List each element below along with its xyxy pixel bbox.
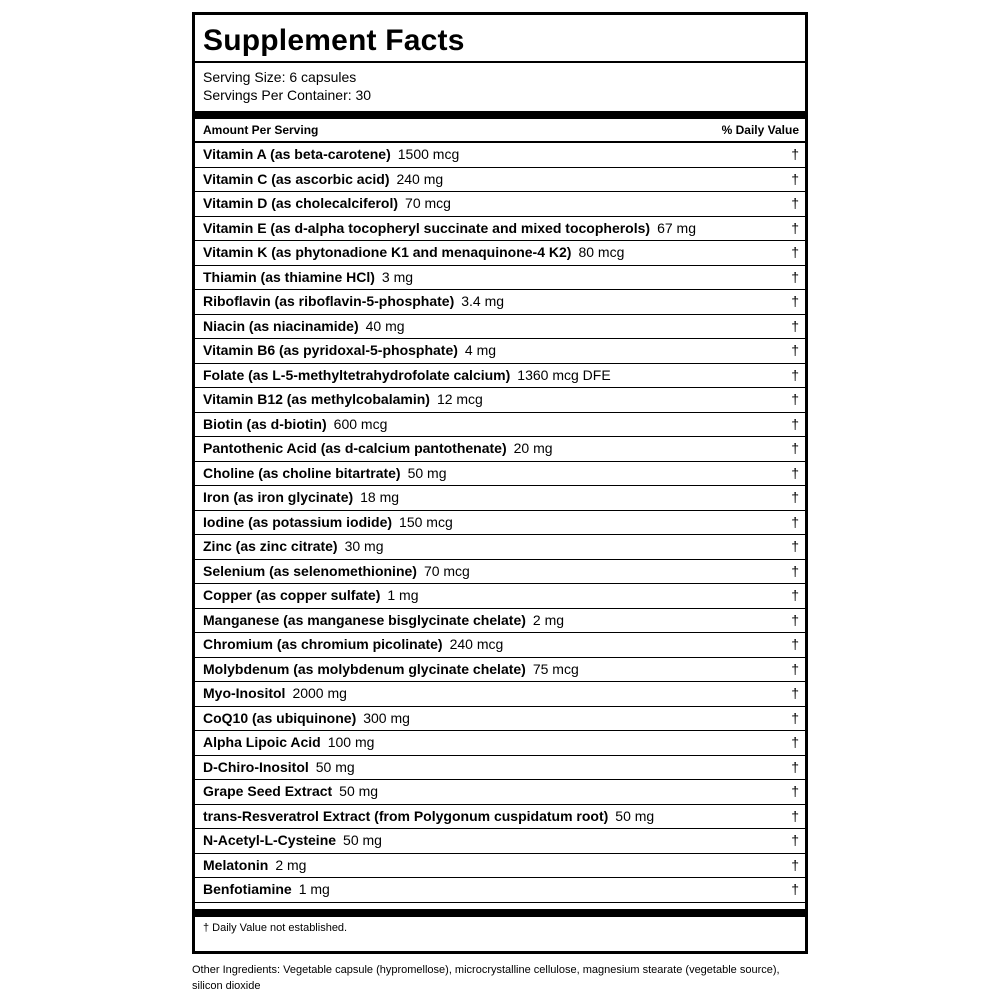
nutrient-amount: 1500 mcg <box>397 146 460 162</box>
nutrient-name: Manganese (as manganese bisglycinate chelate) <box>203 611 526 628</box>
nutrient-name: Melatonin <box>203 856 269 873</box>
serving-info <box>195 63 805 111</box>
nutrient-amount: 3.4 mg <box>461 293 505 309</box>
nutrient-cell <box>203 682 347 706</box>
nutrient-amount: 18 mg <box>360 489 400 505</box>
nutrient-cell <box>203 707 410 731</box>
table-row <box>195 658 805 683</box>
nutrient-name: D-Chiro-Inositol <box>203 758 309 775</box>
nutrient-cell <box>203 266 413 290</box>
daily-value: † <box>791 832 799 848</box>
nutrient-cell <box>203 658 579 682</box>
daily-value: † <box>791 660 799 677</box>
nutrient-name: Vitamin B12 (as methylcobalamin) <box>203 391 430 407</box>
daily-value: † <box>791 709 799 726</box>
daily-value: † <box>791 611 799 628</box>
nutrient-amount: 1 mg <box>298 881 330 897</box>
table-row <box>195 878 805 903</box>
table-row <box>195 609 805 634</box>
nutrient-amount: 3 mg <box>381 268 414 285</box>
nutrient-name: Riboflavin (as riboflavin-5-phosphate) <box>203 293 455 309</box>
nutrient-cell <box>203 364 611 388</box>
daily-value: † <box>791 783 799 799</box>
table-row <box>195 780 805 805</box>
nutrient-amount: 2 mg <box>532 611 565 628</box>
daily-value: † <box>791 464 799 481</box>
nutrient-name: Myo-Inositol <box>203 685 286 701</box>
table-row <box>195 217 805 242</box>
daily-value: † <box>791 146 799 162</box>
nutrient-amount: 12 mcg <box>436 391 483 407</box>
table-row <box>195 560 805 585</box>
nutrient-name: Vitamin D (as cholecalciferol) <box>203 195 399 211</box>
nutrient-name: Alpha Lipoic Acid <box>203 734 321 750</box>
table-row <box>195 633 805 658</box>
nutrient-amount: 300 mg <box>363 709 410 726</box>
nutrient-name: Zinc (as zinc citrate) <box>203 538 338 554</box>
daily-value: † <box>791 538 799 554</box>
nutrient-cell <box>203 535 384 559</box>
daily-value: † <box>791 489 799 505</box>
nutrient-name: Selenium (as selenomethionine) <box>203 562 417 579</box>
nutrient-cell <box>203 339 496 363</box>
nutrient-name: Molybdenum (as molybdenum glycinate chelate) <box>203 660 526 677</box>
daily-value: † <box>791 268 799 285</box>
daily-value: † <box>791 685 799 701</box>
table-row <box>195 854 805 879</box>
daily-value: † <box>791 636 799 652</box>
nutrient-name: Grape Seed Extract <box>203 783 333 799</box>
table-row <box>195 462 805 487</box>
nutrient-cell <box>203 780 378 804</box>
nutrient-name: Choline (as choline bitartrate) <box>203 464 401 481</box>
nutrient-name: Benfotiamine <box>203 881 292 897</box>
nutrient-amount: 30 mg <box>344 538 384 554</box>
nutrient-name: Vitamin E (as d-alpha tocopheryl succinate and mixed tocopherols) <box>203 219 651 236</box>
nutrient-cell <box>203 241 624 265</box>
nutrient-cell <box>203 388 483 412</box>
table-row <box>195 486 805 511</box>
table-row <box>195 437 805 462</box>
nutrient-cell <box>203 192 451 216</box>
nutrient-name: Vitamin K (as phytonadione K1 and menaquinone-4 K2) <box>203 244 572 260</box>
table-row <box>195 168 805 193</box>
nutrient-amount: 75 mcg <box>532 660 579 677</box>
table-row <box>195 192 805 217</box>
thick-divider <box>195 111 805 119</box>
daily-value: † <box>791 317 799 334</box>
nutrient-cell <box>203 290 504 314</box>
nutrient-cell <box>203 878 330 902</box>
serving-size: Serving Size: 6 capsules <box>203 69 357 85</box>
nutrient-cell <box>203 560 470 584</box>
amount-per-serving-label: Amount Per Serving <box>203 123 319 137</box>
table-row <box>195 290 805 315</box>
nutrient-cell <box>203 511 453 535</box>
nutrient-name: CoQ10 (as ubiquinone) <box>203 709 357 726</box>
table-row <box>195 388 805 413</box>
nutrient-amount: 600 mcg <box>333 415 388 432</box>
daily-value: † <box>791 440 799 456</box>
nutrient-amount: 240 mcg <box>449 636 504 652</box>
daily-value: † <box>791 562 799 579</box>
nutrient-name: Pantothenic Acid (as d-calcium pantothenate) <box>203 440 507 456</box>
table-row <box>195 805 805 830</box>
nutrient-amount: 2 mg <box>275 856 307 873</box>
daily-value: † <box>791 758 799 775</box>
nutrient-name: Folate (as L-5-methyltetrahydrofolate calcium) <box>203 366 511 383</box>
daily-value: † <box>791 170 799 187</box>
table-row <box>195 731 805 756</box>
nutrient-name: Iodine (as potassium iodide) <box>203 513 393 530</box>
daily-value: † <box>791 415 799 432</box>
nutrient-name: Vitamin A (as beta-carotene) <box>203 146 391 162</box>
daily-value: † <box>791 856 799 873</box>
nutrient-cell <box>203 486 399 510</box>
nutrient-cell <box>203 731 374 755</box>
nutrient-name: N-Acetyl-L-Cysteine <box>203 832 337 848</box>
nutrient-amount: 1360 mcg DFE <box>517 366 611 383</box>
nutrient-name: Chromium (as chromium picolinate) <box>203 636 443 652</box>
nutrient-name: Niacin (as niacinamide) <box>203 317 359 334</box>
nutrient-cell <box>203 854 306 878</box>
nutrient-cell <box>203 462 447 486</box>
column-header <box>195 119 805 143</box>
other-ingredients: Other Ingredients: Vegetable capsule (hypromellose), microcrystalline cellulose, magnesium stearate (vegetable source), silicon dioxide <box>192 964 780 992</box>
table-row <box>195 339 805 364</box>
nutrient-cell <box>203 609 564 633</box>
nutrient-amount: 70 mcg <box>405 195 451 211</box>
nutrient-amount: 1 mg <box>387 587 419 603</box>
nutrient-cell <box>203 315 405 339</box>
daily-value: † <box>791 293 799 309</box>
table-row <box>195 535 805 560</box>
daily-value: † <box>791 734 799 750</box>
daily-value: † <box>791 244 799 260</box>
panel-title: Supplement Facts <box>195 15 805 63</box>
table-row <box>195 584 805 609</box>
table-row <box>195 315 805 340</box>
nutrient-amount: 70 mcg <box>423 562 470 579</box>
thick-divider-bottom <box>195 909 805 917</box>
nutrient-amount: 40 mg <box>365 317 405 334</box>
nutrient-amount: 50 mg <box>615 807 655 824</box>
nutrient-cell <box>203 217 696 241</box>
daily-value-label: % Daily Value <box>721 123 799 137</box>
table-row <box>195 682 805 707</box>
table-row <box>195 413 805 438</box>
daily-value: † <box>791 342 799 358</box>
table-row <box>195 511 805 536</box>
nutrient-amount: 240 mg <box>396 170 444 187</box>
servings-per-container: Servings Per Container: 30 <box>203 87 372 103</box>
daily-value: † <box>791 195 799 211</box>
table-row <box>195 143 805 168</box>
nutrient-name: Thiamin (as thiamine HCl) <box>203 268 375 285</box>
nutrient-cell <box>203 633 503 657</box>
nutrient-cell <box>203 829 382 853</box>
table-row <box>195 241 805 266</box>
nutrient-cell <box>203 437 553 461</box>
nutrient-amount: 150 mcg <box>399 513 453 530</box>
nutrient-name: Iron (as iron glycinate) <box>203 489 354 505</box>
daily-value: † <box>791 587 799 603</box>
nutrient-amount: 67 mg <box>657 219 696 236</box>
table-row <box>195 756 805 781</box>
nutrient-name: Biotin (as d-biotin) <box>203 415 327 432</box>
nutrient-cell <box>203 168 443 192</box>
nutrient-cell <box>203 584 419 608</box>
nutrient-cell <box>203 805 654 829</box>
nutrient-amount: 80 mcg <box>578 244 625 260</box>
nutrient-amount: 2000 mg <box>292 685 347 701</box>
footnote: † Daily Value not established. <box>203 921 348 934</box>
nutrient-name: trans-Resveratrol Extract (from Polygonum cuspidatum root) <box>203 807 609 824</box>
daily-value: † <box>791 366 799 383</box>
daily-value: † <box>791 881 799 897</box>
table-row <box>195 829 805 854</box>
nutrient-amount: 4 mg <box>464 342 497 358</box>
nutrient-cell <box>203 143 459 167</box>
daily-value: † <box>791 219 799 236</box>
table-row <box>195 707 805 732</box>
daily-value: † <box>791 391 799 407</box>
nutrient-amount: 50 mg <box>343 832 382 848</box>
table-row <box>195 266 805 291</box>
nutrient-amount: 100 mg <box>327 734 375 750</box>
nutrient-amount: 50 mg <box>339 783 379 799</box>
nutrient-rows <box>195 143 805 903</box>
supplement-facts-panel <box>192 12 808 954</box>
nutrient-amount: 20 mg <box>513 440 553 456</box>
daily-value: † <box>791 513 799 530</box>
table-row <box>195 364 805 389</box>
nutrient-amount: 50 mg <box>315 758 355 775</box>
nutrient-name: Vitamin C (as ascorbic acid) <box>203 170 390 187</box>
nutrient-name: Copper (as copper sulfate) <box>203 587 381 603</box>
nutrient-cell <box>203 413 387 437</box>
nutrient-cell <box>203 756 355 780</box>
daily-value: † <box>791 807 799 824</box>
nutrient-amount: 50 mg <box>407 464 447 481</box>
nutrient-name: Vitamin B6 (as pyridoxal-5-phosphate) <box>203 342 458 358</box>
